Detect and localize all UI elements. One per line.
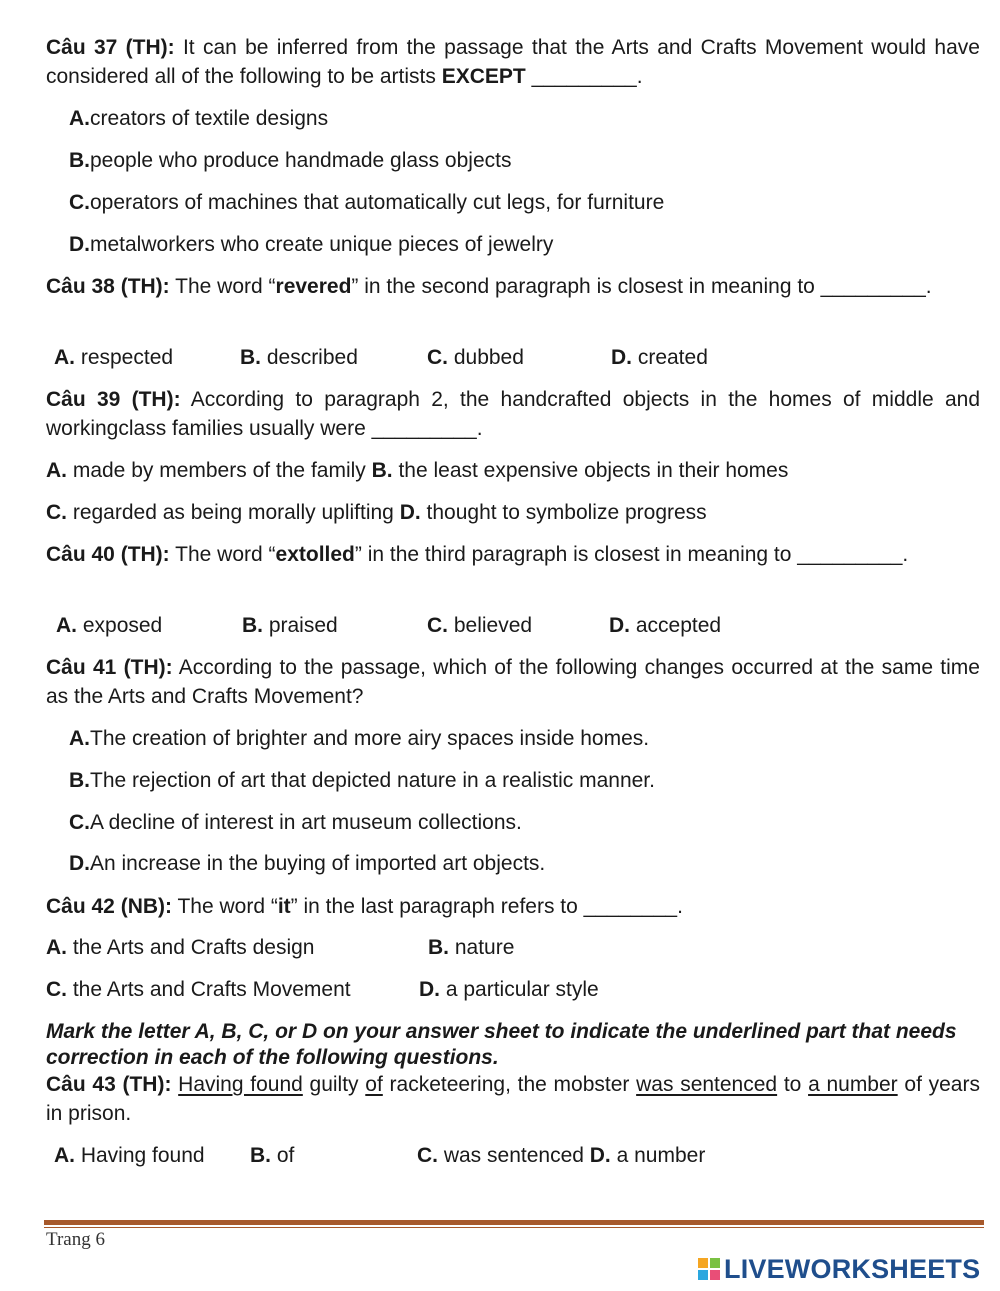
- option-c[interactable]: [417, 1144, 590, 1167]
- option-a[interactable]: [69, 104, 328, 133]
- logo-square-2: [710, 1258, 720, 1268]
- question-label: Câu 42 (NB):: [46, 895, 173, 918]
- option-a[interactable]: [54, 343, 173, 372]
- option-letter: D.: [399, 501, 421, 524]
- option-text: creators of textile designs: [90, 107, 329, 130]
- question-blank: _________.: [525, 65, 643, 88]
- option-letter: C.: [46, 501, 67, 524]
- question-43: [46, 1070, 980, 1128]
- option-a[interactable]: [46, 459, 372, 482]
- option-letter: A.: [46, 459, 67, 482]
- question-40: [46, 540, 980, 569]
- option-letter: D.: [419, 978, 440, 1001]
- option-b[interactable]: [69, 146, 511, 175]
- option-letter: A.: [54, 346, 75, 369]
- option-letter: C.: [417, 1144, 438, 1167]
- emphasis-text: EXCEPT: [441, 65, 526, 88]
- question-stem: According to paragraph 2, the handcrafted objects in the homes of middle and workingclass families usually were _________.: [46, 388, 980, 440]
- option-text: Having found: [75, 1144, 205, 1167]
- option-text: accepted: [630, 614, 722, 637]
- question-stem: It can be inferred from the passage that the Arts and Crafts Movement would have considered all of the following to be artists: [46, 36, 980, 88]
- option-b[interactable]: [69, 766, 655, 795]
- option-c[interactable]: [427, 343, 524, 372]
- target-word: extolled: [275, 543, 355, 566]
- section-instruction: [46, 1019, 980, 1071]
- option-text: regarded as being morally uplifting: [67, 501, 400, 524]
- option-b[interactable]: [428, 933, 514, 962]
- question-label: Câu 43 (TH):: [46, 1073, 172, 1096]
- option-letter: B.: [69, 149, 90, 172]
- question-stem: racketeering, the mobster: [382, 1073, 637, 1096]
- option-letter: A.: [46, 936, 67, 959]
- question-stem: The word “: [169, 275, 276, 298]
- option-text: operators of machines that automatically cut legs, for furniture: [90, 191, 665, 214]
- liveworksheets-logo[interactable]: [698, 1254, 980, 1284]
- option-text: exposed: [77, 614, 163, 637]
- option-text: praised: [263, 614, 338, 637]
- option-letter: C.: [427, 346, 448, 369]
- option-letter: B.: [240, 346, 261, 369]
- target-word: it: [277, 895, 291, 918]
- question-37: [46, 33, 980, 91]
- option-a[interactable]: [54, 1141, 205, 1170]
- option-text: The rejection of art that depicted nature in a realistic manner.: [90, 769, 655, 792]
- option-letter: C.: [46, 978, 67, 1001]
- option-text: nature: [449, 936, 515, 959]
- question-label: Câu 37 (TH):: [46, 36, 175, 59]
- option-letter: D.: [589, 1144, 611, 1167]
- question-stem: guilty: [302, 1073, 366, 1096]
- option-c[interactable]: [427, 611, 532, 640]
- page-number: Trang 6: [46, 1229, 105, 1250]
- option-d[interactable]: [419, 975, 599, 1004]
- option-text: the least expensive objects in their homes: [392, 459, 789, 482]
- option-letter: B.: [371, 459, 393, 482]
- question-39: [46, 385, 980, 443]
- option-d[interactable]: [590, 1144, 706, 1167]
- question-stem: The word “: [172, 895, 278, 918]
- option-letter: B.: [250, 1144, 271, 1167]
- question-label: Câu 41 (TH):: [46, 656, 173, 679]
- question-label: Câu 39 (TH):: [46, 388, 181, 411]
- option-text: was sentenced: [438, 1144, 590, 1167]
- option-b[interactable]: [250, 1141, 294, 1170]
- logo-square-3: [698, 1270, 708, 1280]
- option-text: a particular style: [440, 978, 599, 1001]
- option-b[interactable]: [372, 459, 789, 482]
- option-letter: D.: [69, 852, 90, 875]
- option-text: of: [271, 1144, 295, 1167]
- instruction-text: Mark the letter A, B, C, or D on your answer sheet to indicate the underlined part that needs correction in each of the following questions.: [46, 1020, 957, 1069]
- logo-square-1: [698, 1258, 708, 1268]
- option-d[interactable]: [69, 230, 553, 259]
- question-stem: The word “: [169, 543, 276, 566]
- option-letter: A.: [69, 727, 90, 750]
- question-stem: ” in the last paragraph refers to ________.: [290, 895, 683, 918]
- option-a[interactable]: [46, 933, 314, 962]
- question-41: [46, 653, 980, 711]
- option-text: An increase in the buying of imported art objects.: [90, 852, 546, 875]
- underlined-part-d: a number: [808, 1073, 898, 1096]
- underlined-part-c: was sentenced: [636, 1073, 778, 1096]
- option-text: described: [261, 346, 358, 369]
- underlined-part-a: Having found: [178, 1073, 303, 1096]
- option-text: The creation of brighter and more airy spaces inside homes.: [90, 727, 650, 750]
- option-text: made by members of the family: [67, 459, 372, 482]
- question-label: Câu 40 (TH):: [46, 543, 170, 566]
- option-d[interactable]: [611, 343, 708, 372]
- option-text: the Arts and Crafts Movement: [67, 978, 351, 1001]
- option-text: thought to symbolize progress: [420, 501, 707, 524]
- option-text: people who produce handmade glass objects: [90, 149, 512, 172]
- option-letter: A.: [56, 614, 77, 637]
- option-a[interactable]: [56, 611, 162, 640]
- option-text: metalworkers who create unique pieces of jewelry: [90, 233, 554, 256]
- option-text: a number: [610, 1144, 706, 1167]
- question-stem: ” in the second paragraph is closest in meaning to _________.: [351, 275, 932, 298]
- logo-icon: [698, 1258, 720, 1280]
- option-row-cd: [46, 498, 707, 527]
- option-letter: B.: [69, 769, 90, 792]
- question-stem: ” in the third paragraph is closest in meaning to _________.: [354, 543, 909, 566]
- option-text: the Arts and Crafts design: [67, 936, 315, 959]
- question-38: [46, 272, 980, 301]
- question-stem: According to the passage, which of the following changes occurred at the same time as the Arts and Crafts Movement?: [46, 656, 980, 708]
- option-letter: D.: [611, 346, 632, 369]
- underlined-part-b: of: [365, 1073, 383, 1096]
- option-letter: D.: [69, 233, 90, 256]
- question-42: [46, 892, 683, 921]
- logo-text: LIVEWORKSHEETS: [724, 1253, 981, 1284]
- footer-rule: [44, 1220, 984, 1225]
- option-letter: B.: [428, 936, 449, 959]
- option-c[interactable]: [46, 501, 400, 524]
- option-b[interactable]: [242, 611, 338, 640]
- option-c[interactable]: [69, 188, 664, 217]
- option-letter: B.: [242, 614, 263, 637]
- option-a[interactable]: [69, 724, 649, 753]
- option-text: dubbed: [448, 346, 524, 369]
- option-letter: C.: [427, 614, 448, 637]
- option-letter: A.: [69, 107, 90, 130]
- footer-rule-thin: [44, 1227, 984, 1228]
- target-word: revered: [275, 275, 352, 298]
- option-text: respected: [75, 346, 174, 369]
- option-d[interactable]: [609, 611, 721, 640]
- option-d[interactable]: [400, 501, 707, 524]
- option-row-ab: [46, 456, 788, 485]
- option-letter: C.: [69, 811, 90, 834]
- option-letter: A.: [54, 1144, 75, 1167]
- option-text: created: [632, 346, 708, 369]
- question-stem: to: [777, 1073, 809, 1096]
- option-text: A decline of interest in art museum collections.: [90, 811, 522, 834]
- question-label: Câu 38 (TH):: [46, 275, 170, 298]
- option-c[interactable]: [69, 808, 522, 837]
- logo-square-4: [710, 1270, 720, 1280]
- option-cd: [417, 1141, 705, 1170]
- option-b[interactable]: [240, 343, 358, 372]
- option-d[interactable]: [69, 849, 545, 878]
- option-c[interactable]: [46, 975, 351, 1004]
- option-letter: D.: [609, 614, 630, 637]
- option-letter: C.: [69, 191, 90, 214]
- question-stem: of years in prison.: [46, 1073, 980, 1125]
- option-text: believed: [448, 614, 533, 637]
